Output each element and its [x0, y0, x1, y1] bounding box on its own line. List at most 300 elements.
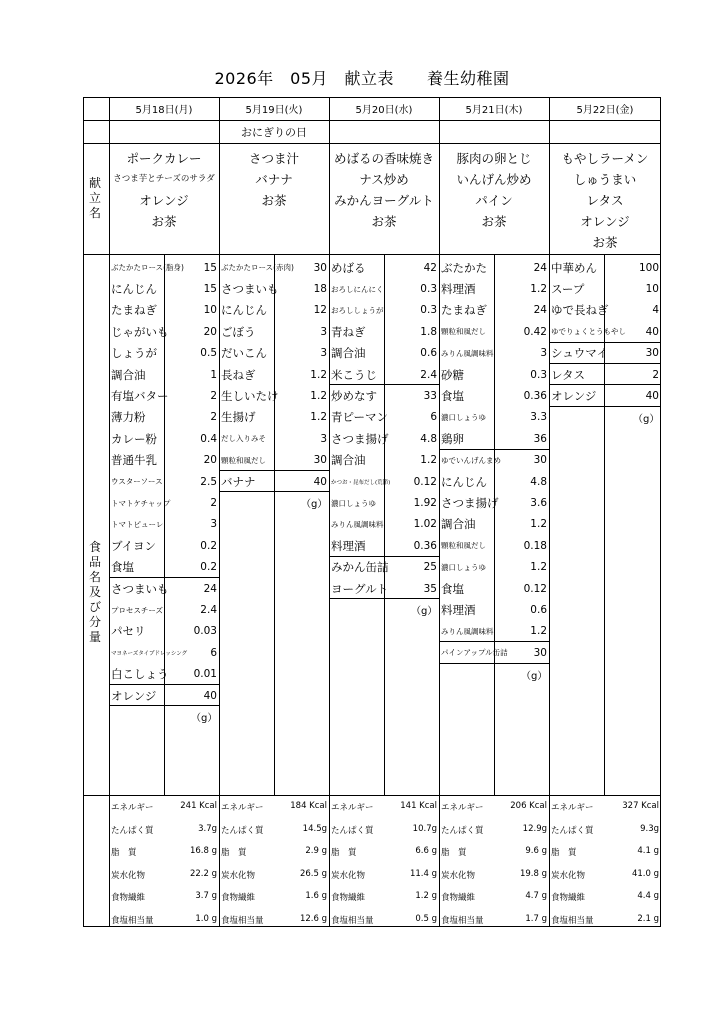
- ingredient-name: オレンジ: [551, 389, 597, 404]
- nutrition-value: 14.5g: [302, 823, 327, 834]
- unit-label: （g）: [521, 670, 548, 682]
- day-header: 5月19日(火): [245, 105, 303, 116]
- nutrition-row: [329, 891, 439, 905]
- ingredient-name: おろししょうが: [331, 305, 384, 315]
- ingredient-name: ゆでいんげんまめ: [441, 455, 501, 465]
- ingredient-name: さつま揚げ: [331, 431, 389, 446]
- ingredient-row: [109, 599, 219, 620]
- ingredient-row: [219, 385, 329, 406]
- ingredient-quantity: 25: [423, 561, 437, 574]
- ingredient-name: おろしにんにく: [331, 284, 384, 294]
- ingredient-name: 普通牛乳: [111, 453, 157, 468]
- ingredient-name: 濃口しょうゆ: [441, 562, 486, 572]
- nutrition-row: [329, 914, 439, 928]
- nutrition-value: 11.4 g: [409, 868, 437, 879]
- nutrition-row: [109, 891, 219, 905]
- ingredient-row: [549, 278, 661, 299]
- dish-name: オレンジ: [580, 214, 630, 229]
- ingredient-name: かつお・昆布だし(荒節): [331, 479, 391, 486]
- ingredient-row: [219, 257, 329, 278]
- ingredient-quantity: 100: [638, 261, 659, 274]
- ingredient-quantity: 0.5: [200, 347, 217, 360]
- ingredient-row: [219, 471, 329, 492]
- ingredient-quantity: 20: [203, 454, 217, 467]
- ingredient-row: [109, 642, 219, 663]
- ingredient-quantity: 36: [533, 432, 547, 445]
- menu-dishes: [439, 148, 549, 232]
- nutrition-label: 食塩相当量: [111, 916, 154, 926]
- dish-name: お茶: [481, 214, 507, 229]
- ingredient-quantity: 1.2: [530, 283, 547, 296]
- ingredient-quantity: 30: [313, 454, 327, 467]
- ingredient-row: [329, 471, 439, 492]
- ingredient-row: [219, 450, 329, 471]
- nutrition-value: 1.2 g: [415, 891, 437, 902]
- nutrition-label: 食物繊維: [221, 893, 256, 904]
- ingredient-row: [439, 343, 549, 364]
- ingredient-quantity: 2.4: [420, 368, 437, 381]
- dish-name: お茶: [261, 193, 287, 208]
- menu-dishes: [329, 148, 439, 232]
- menu-label: 献立名: [89, 176, 102, 220]
- dish-name: お茶: [151, 214, 177, 229]
- nutrition-label: 脂 質: [111, 848, 137, 859]
- ingredient-row: [329, 343, 439, 364]
- ingredient-name: みりん風調味料: [441, 626, 494, 636]
- ingredient-name: 生揚げ: [221, 410, 256, 425]
- nutrition-value: 1.7 g: [525, 914, 547, 924]
- ingredient-row: [439, 364, 549, 385]
- ingredient-quantity: 0.42: [523, 325, 547, 338]
- ingredient-name: 中華めん: [551, 260, 597, 275]
- ingredient-name: ヨーグルト: [331, 581, 389, 596]
- ingredient-name: トマトケチャップ: [111, 498, 171, 508]
- ingredient-quantity: 3: [320, 432, 327, 445]
- ingredient-name: 顆粒和風だし: [221, 455, 266, 465]
- nutrition-value: 12.9g: [522, 823, 547, 834]
- ingredient-quantity: 15: [203, 261, 217, 274]
- ingredient-name: パインアップル缶詰: [441, 648, 508, 658]
- ingredient-quantity: 2: [210, 497, 217, 510]
- nutrition-label: たんぱく質: [221, 825, 264, 836]
- dish-name: めばるの香味焼き: [333, 151, 434, 166]
- nutrition-row: [549, 846, 661, 860]
- ingredient-quantity: 0.18: [523, 539, 547, 552]
- nutrition-row: [439, 869, 549, 883]
- ingredient-name: スープ: [551, 282, 585, 297]
- ingredient-row: [109, 257, 219, 278]
- row-divider: [83, 254, 661, 255]
- nutrition-value: 4.7 g: [525, 891, 547, 902]
- ingredient-name: だし入りみそ: [221, 434, 266, 444]
- nutrition-row: [439, 914, 549, 928]
- ingredient-quantity: 1.8: [420, 325, 437, 338]
- ingredient-row: [329, 300, 439, 321]
- nutrition-label: 食塩相当量: [221, 916, 264, 926]
- nutrition-row: [109, 846, 219, 860]
- nutrition-row: [329, 869, 439, 883]
- ingredient-row: [439, 578, 549, 599]
- ingredient-quantity: 18: [313, 283, 327, 296]
- dish-name: 豚肉の卵とじ: [456, 151, 532, 166]
- ingredient-quantity: 40: [645, 325, 659, 338]
- nutrition-label: 炭水化物: [221, 870, 256, 881]
- ingredient-quantity: 0.2: [200, 539, 217, 552]
- nutrition-label: 食物繊維: [551, 893, 586, 904]
- ingredient-name: にんじん: [221, 303, 267, 318]
- row-divider: [83, 120, 661, 121]
- ingredient-quantity: 0.01: [193, 668, 217, 681]
- nutrition-value: 41.0 g: [631, 868, 659, 879]
- ingredient-quantity: 6: [210, 646, 217, 659]
- ingredient-name: さつま揚げ: [441, 496, 499, 511]
- ingredient-name: 食塩: [441, 389, 464, 404]
- unit-label: （g）: [411, 606, 438, 618]
- row-divider: [83, 795, 661, 796]
- ingredient-row: [109, 343, 219, 364]
- ingredient-name: プロセスチーズ: [111, 605, 163, 615]
- ingredient-row: [329, 535, 439, 556]
- ingredient-name: 生しいたけ: [221, 389, 279, 404]
- ingredient-quantity: 10: [645, 283, 659, 296]
- ingredient-row: [439, 557, 549, 578]
- ingredient-quantity: 1: [210, 368, 217, 381]
- ingredient-name: ゆでりょくとうもやし: [551, 327, 626, 337]
- nutrition-value: 241 Kcal: [180, 801, 217, 811]
- ingredient-row: [329, 450, 439, 471]
- ingredient-quantity: 1.2: [530, 625, 547, 638]
- unit-label: （g）: [633, 413, 660, 425]
- ingredient-name: みりん風調味料: [331, 519, 384, 529]
- ingredient-row: [109, 535, 219, 556]
- ingredient-quantity: 15: [203, 283, 217, 296]
- ingredient-quantity: 3.6: [530, 497, 547, 510]
- ingredient-row: [109, 664, 219, 685]
- ingredient-row: [109, 321, 219, 342]
- ingredient-name: オレンジ: [111, 688, 157, 703]
- ingredient-quantity: 1.2: [530, 561, 547, 574]
- nutrition-value: 9.6 g: [525, 846, 547, 857]
- ingredient-name: パセリ: [111, 624, 146, 639]
- ingredient-name: 顆粒和風だし: [441, 327, 486, 337]
- ingredient-quantity: 0.36: [523, 390, 547, 403]
- row-divider: [83, 143, 661, 144]
- nutrition-value: 6.6 g: [415, 846, 437, 857]
- ingredients-label: 食品名及び分量: [89, 540, 102, 644]
- ingredient-row: [439, 514, 549, 535]
- ingredient-row: [329, 321, 439, 342]
- nutrition-label: たんぱく質: [441, 825, 484, 836]
- ingredient-name: ぶたかたロース(脂身): [111, 263, 184, 273]
- dish-name: みかんヨーグルト: [334, 193, 434, 208]
- ingredient-name: ぶたかたロース(赤肉): [221, 263, 294, 273]
- ingredient-name: 顆粒和風だし: [441, 541, 486, 551]
- nutrition-label: 脂 質: [441, 848, 467, 859]
- ingredient-quantity: 4.8: [420, 432, 437, 445]
- ingredient-row: [109, 621, 219, 642]
- ingredient-name: ゆで長ねぎ: [551, 303, 609, 318]
- ingredient-name: レタス: [551, 367, 586, 382]
- ingredient-row: [439, 642, 549, 663]
- ingredient-row: [329, 364, 439, 385]
- nutrition-value: 19.8 g: [519, 868, 547, 879]
- ingredient-name: 食塩: [441, 581, 464, 596]
- ingredient-name: マヨネーズタイプドレッシング: [111, 650, 188, 657]
- ingredient-row: [439, 300, 549, 321]
- ingredient-name: 料理酒: [331, 538, 366, 553]
- nutrition-label: 脂 質: [551, 848, 577, 859]
- ingredient-quantity: 1.92: [413, 497, 437, 510]
- ingredient-row: [549, 364, 661, 385]
- ingredient-row: [329, 407, 439, 428]
- ingredient-quantity: 0.03: [193, 625, 217, 638]
- ingredient-row: [329, 514, 439, 535]
- ingredient-row: [439, 257, 549, 278]
- ingredient-row: [329, 257, 439, 278]
- nutrition-label: たんぱく質: [111, 825, 154, 836]
- ingredient-quantity: 12: [313, 304, 327, 317]
- nutrition-label: エネルギー: [551, 803, 594, 813]
- nutrition-label: 食物繊維: [441, 893, 476, 904]
- nutrition-value: 22.2 g: [189, 868, 217, 879]
- nutrition-value: 0.5 g: [415, 914, 437, 924]
- nutrition-value: 1.0 g: [195, 914, 217, 924]
- ingredient-row: [109, 278, 219, 299]
- ingredient-name: 濃口しょうゆ: [441, 412, 486, 422]
- dish-name: さつま汁: [248, 151, 299, 166]
- ingredient-quantity: 20: [203, 325, 217, 338]
- ingredient-name: 炒めなす: [331, 389, 377, 404]
- ingredient-name: 調合油: [111, 367, 146, 382]
- ingredient-quantity: 0.36: [413, 539, 437, 552]
- ingredient-quantity: 0.2: [200, 561, 217, 574]
- ingredient-name: カレー粉: [111, 431, 157, 446]
- day-header: 5月20日(水): [355, 105, 413, 116]
- nutrition-value: 4.1 g: [637, 846, 659, 857]
- ingredient-row: [219, 364, 329, 385]
- ingredient-row: [549, 321, 661, 342]
- special-day-label: おにぎりの日: [241, 126, 307, 139]
- ingredient-row: [549, 257, 661, 278]
- ingredient-quantity: 30: [645, 347, 659, 360]
- menu-dishes: [549, 148, 661, 253]
- ingredient-name: 有塩バター: [111, 389, 169, 404]
- nutrition-value: 184 Kcal: [290, 801, 327, 811]
- nutrition-label: 食塩相当量: [551, 916, 594, 926]
- ingredient-quantity: 2: [210, 411, 217, 424]
- ingredient-row: [109, 471, 219, 492]
- ingredient-quantity: 3: [320, 325, 327, 338]
- ingredient-quantity: 4.8: [530, 475, 547, 488]
- ingredient-row: [329, 557, 439, 578]
- ingredient-name: 調合油: [331, 453, 366, 468]
- nutrition-label: 炭水化物: [551, 870, 586, 881]
- ingredient-row: [439, 428, 549, 449]
- nutrition-row: [439, 891, 549, 905]
- ingredient-quantity: 10: [203, 304, 217, 317]
- dish-name: バナナ: [255, 172, 293, 187]
- ingredient-row: [329, 385, 439, 406]
- ingredient-name: ぶたかた: [441, 260, 487, 275]
- nutrition-value: 2.9 g: [305, 846, 327, 857]
- ingredient-quantity: 24: [533, 261, 547, 274]
- ingredient-quantity: 6: [430, 411, 437, 424]
- ingredient-row: [109, 300, 219, 321]
- nutrition-label: エネルギー: [331, 803, 374, 813]
- nutrition-value: 3.7g: [198, 823, 217, 834]
- ingredient-row: [439, 321, 549, 342]
- ingredient-name: 料理酒: [441, 603, 476, 618]
- ingredient-quantity: 1.02: [413, 518, 437, 531]
- nutrition-value: 9.3g: [640, 823, 659, 834]
- ingredient-row: [329, 428, 439, 449]
- menu-dishes: [219, 148, 329, 211]
- ingredient-name: 鶏卵: [441, 431, 464, 446]
- nutrition-label: 食物繊維: [111, 893, 146, 904]
- ingredient-quantity: 2.5: [200, 475, 217, 488]
- ingredient-quantity: 24: [203, 582, 217, 595]
- ingredient-name: みりん風調味料: [441, 348, 494, 358]
- ingredient-row: [219, 343, 329, 364]
- page-title: 2026年 05月 献立表 養生幼稚園: [214, 69, 510, 88]
- ingredient-quantity: 1.2: [530, 518, 547, 531]
- ingredient-name: シュウマイ: [551, 346, 609, 361]
- nutrition-label: たんぱく質: [551, 825, 594, 836]
- nutrition-row: [219, 801, 329, 815]
- ingredient-row: [109, 450, 219, 471]
- day-header: 5月18日(月): [135, 105, 193, 116]
- ingredient-row: [549, 343, 661, 364]
- ingredient-quantity: 1.2: [310, 390, 327, 403]
- ingredient-name: にんじん: [111, 282, 157, 297]
- ingredient-quantity: 40: [313, 475, 327, 488]
- day-header: 5月21日(木): [465, 105, 523, 116]
- ingredient-name: 青ねぎ: [331, 324, 366, 339]
- ingredient-row: [219, 407, 329, 428]
- nutrition-row: [219, 869, 329, 883]
- nutrition-row: [219, 846, 329, 860]
- ingredient-name: さつまいも: [221, 282, 279, 297]
- ingredient-name: 調合油: [441, 517, 476, 532]
- ingredient-name: 長ねぎ: [221, 367, 256, 382]
- ingredient-row: [109, 385, 219, 406]
- nutrition-row: [549, 891, 661, 905]
- ingredient-quantity: 24: [533, 304, 547, 317]
- ingredient-row: [219, 428, 329, 449]
- ingredient-quantity: 0.3: [420, 283, 437, 296]
- ingredient-quantity: 2: [210, 390, 217, 403]
- ingredient-quantity: 35: [423, 582, 437, 595]
- ingredient-name: だいこん: [221, 346, 267, 361]
- ingredient-row: [109, 557, 219, 578]
- dish-name: オレンジ: [139, 193, 189, 208]
- dish-name: しゅうまい: [573, 172, 637, 187]
- nutrition-label: エネルギー: [441, 803, 484, 813]
- nutrition-value: 10.7g: [412, 823, 437, 834]
- nutrition-value: 12.6 g: [299, 914, 327, 924]
- ingredient-quantity: 0.12: [413, 475, 437, 488]
- nutrition-row: [549, 869, 661, 883]
- dish-name: ポークカレー: [126, 151, 202, 166]
- ingredient-row: [109, 364, 219, 385]
- ingredient-row: [549, 385, 661, 406]
- ingredient-quantity: 33: [423, 390, 437, 403]
- nutrition-label: 脂 質: [221, 848, 247, 859]
- nutrition-value: 141 Kcal: [400, 801, 437, 811]
- ingredient-row: [219, 321, 329, 342]
- nutrition-row: [329, 824, 439, 838]
- ingredient-name: ごぼう: [221, 324, 256, 339]
- ingredient-row: [109, 578, 219, 599]
- ingredient-name: 米こうじ: [331, 367, 377, 382]
- ingredient-row: [439, 450, 549, 471]
- nutrition-row: [329, 801, 439, 815]
- nutrition-row: [109, 914, 219, 928]
- nutrition-value: 26.5 g: [299, 868, 327, 879]
- ingredient-name: 料理酒: [441, 282, 476, 297]
- menu-dishes: [109, 148, 219, 232]
- nutrition-label: エネルギー: [111, 803, 154, 813]
- ingredient-row: [109, 492, 219, 513]
- dish-name: パイン: [475, 193, 513, 208]
- ingredient-row: [329, 492, 439, 513]
- ingredient-row: [109, 514, 219, 535]
- ingredient-name: 青ピーマン: [331, 410, 389, 425]
- ingredient-quantity: 0.3: [420, 304, 437, 317]
- nutrition-value: 206 Kcal: [510, 801, 547, 811]
- ingredient-name: めばる: [331, 260, 366, 275]
- ingredient-quantity: 4: [652, 304, 659, 317]
- ingredient-row: [219, 278, 329, 299]
- nutrition-row: [549, 824, 661, 838]
- ingredient-quantity: 3: [320, 347, 327, 360]
- ingredient-quantity: 0.6: [420, 347, 437, 360]
- ingredient-name: たまねぎ: [441, 303, 487, 318]
- ingredient-quantity: 1.2: [310, 411, 327, 424]
- ingredient-quantity: 3: [540, 347, 547, 360]
- ingredient-quantity: 3: [210, 518, 217, 531]
- nutrition-label: エネルギー: [221, 803, 264, 813]
- nutrition-label: たんぱく質: [331, 825, 374, 836]
- nutrition-row: [439, 801, 549, 815]
- ingredient-quantity: 40: [645, 390, 659, 403]
- ingredient-name: トマトピューレ: [111, 519, 164, 529]
- dish-name: レタス: [586, 193, 624, 208]
- ingredient-quantity: 0.12: [523, 582, 547, 595]
- ingredient-quantity: 2.4: [200, 604, 217, 617]
- ingredient-row: [439, 385, 549, 406]
- ingredient-row: [329, 278, 439, 299]
- dish-name: お茶: [371, 214, 397, 229]
- ingredient-row: [549, 300, 661, 321]
- ingredient-name: みかん缶詰: [331, 560, 389, 575]
- ingredient-row: [219, 300, 329, 321]
- ingredient-name: たまねぎ: [111, 303, 157, 318]
- ingredient-name: 薄力粉: [111, 410, 146, 425]
- ingredient-row: [329, 578, 439, 599]
- nutrition-row: [109, 824, 219, 838]
- nutrition-value: 3.7 g: [195, 891, 217, 902]
- ingredient-quantity: 2: [652, 368, 659, 381]
- ingredient-row: [439, 278, 549, 299]
- nutrition-row: [109, 801, 219, 815]
- ingredient-quantity: 30: [533, 454, 547, 467]
- nutrition-label: 脂 質: [331, 848, 357, 859]
- ingredient-name: ウスターソース: [111, 477, 163, 487]
- nutrition-value: 1.6 g: [305, 891, 327, 902]
- ingredient-name: ブイヨン: [111, 538, 156, 553]
- day-header: 5月22日(金): [576, 105, 634, 116]
